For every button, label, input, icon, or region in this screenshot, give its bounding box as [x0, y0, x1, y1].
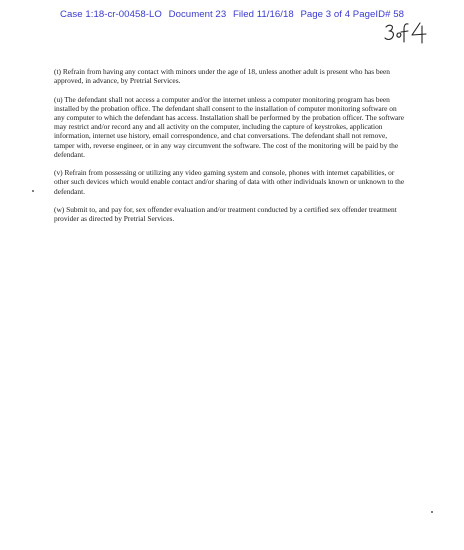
case-number: Case 1:18-cr-00458-LO [60, 9, 162, 20]
filed-date: Filed 11/16/18 [232, 9, 294, 20]
condition-u: (u) The defendant shall not access a computer and/or the internet unless a computer monitoring program has been installed by the probation office. The defendant shall consent to the installation of computer monitoring software on any computer to which the defendant has access. Installation shall be performed by the probation officer. The software may restrict and/or record any and all activity on the computer, including the capture of keystrokes, application information, internet use history, email correspondence, and chat conversations. The defendant shall not remove, tamper with, reverse engineer, or in any way circumvent the software. The cost of the monitoring will be paid by the defendant. [54, 94, 405, 159]
page-id: Page 3 of 4 PageID# 58 [300, 9, 404, 20]
conditions-body [54, 67, 406, 233]
handwritten-page-note [382, 20, 442, 46]
scan-speck [431, 511, 433, 513]
condition-w: (w) Submit to, and pay for, sex offender evaluation and/or treatment conducted by a certified sex offender treatment provider as directed by Pretrial Services. [54, 205, 397, 224]
scan-speck [32, 190, 34, 192]
handwritten-page-note-drawing [382, 20, 442, 46]
condition-t: (t) Refrain from having any contact with minors under the age of 18, unless another adult is present who has been approved, in advance, by Pretrial Services. [54, 67, 390, 86]
document-number: Document 23 [168, 9, 227, 20]
ecf-filing-header [0, 9, 464, 20]
condition-v: (v) Refrain from possessing or utilizing any video gaming system and console, phones with internet capabilities, or other such devices which would enable contact and/or sharing of data with other individuals known or unknown to the defendant. [54, 168, 405, 196]
